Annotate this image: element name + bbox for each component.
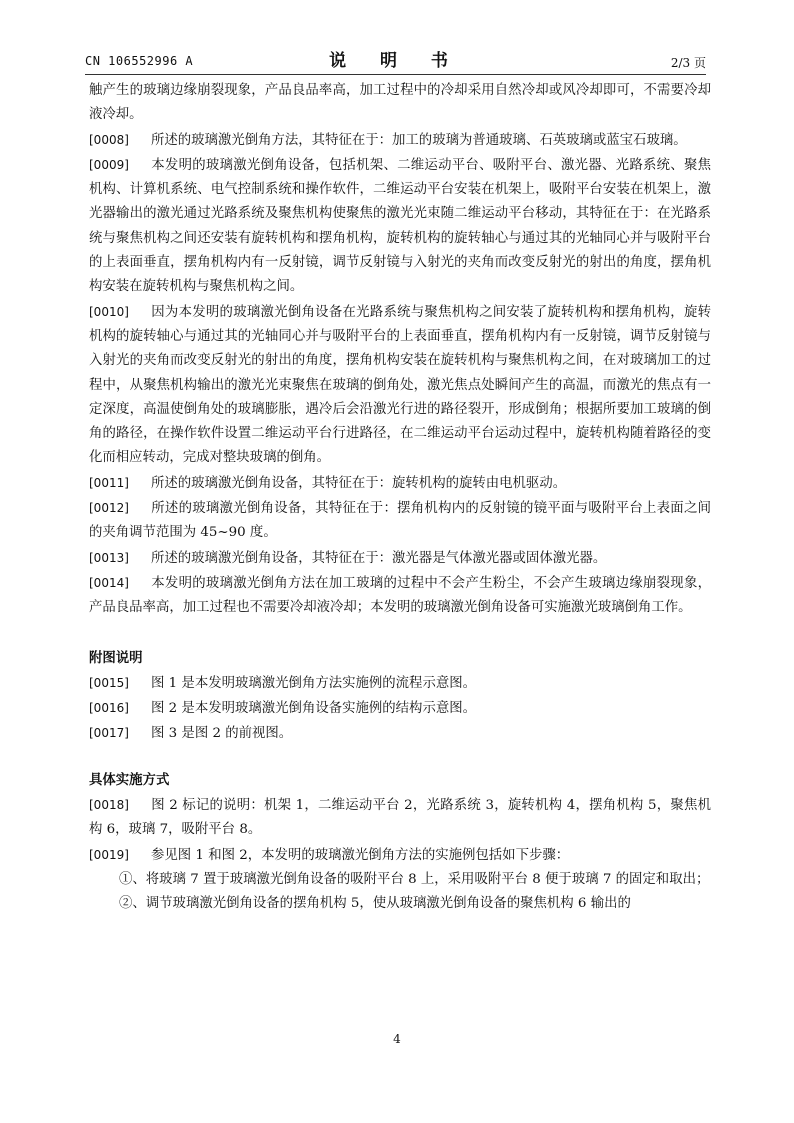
paragraph-number: [0008] bbox=[89, 132, 129, 147]
paragraph-number: [0017] bbox=[89, 726, 129, 741]
paragraph-number: [0018] bbox=[89, 798, 129, 813]
paragraph-0012 bbox=[89, 496, 711, 546]
paragraph-0009 bbox=[89, 153, 711, 300]
paragraph-0016 bbox=[89, 696, 711, 721]
paragraph-0011 bbox=[89, 471, 711, 496]
section-heading-figures: 附图说明 bbox=[89, 650, 143, 666]
paragraph-text: 本发明的玻璃激光倒角设备，包括机架、二维运动平台、吸附平台、激光器、光路系统、聚焦机构、计算机系统、电气控制系统和操作软件，二维运动平台安装在机架上，吸附平台安装在机架上，激光器输出的激光通过光路系统及聚焦机构使聚焦的激光光束随二维运动平台移动，其特征在于：在光路系统与聚焦机构之间还安装有旋转机构和摆角机构，旋转机构的旋转轴心与通过其的光轴同心并与吸附平台的上表面垂直，摆角机构内有一反射镜，调节反射镜与入射光的夹角而改变反射光的射出的角度，摆角机构安装在旋转机构与聚焦机构之间。 bbox=[89, 157, 711, 295]
paragraph-number: [0016] bbox=[89, 701, 129, 716]
paragraph-0018 bbox=[89, 793, 711, 843]
page-number: 4 bbox=[393, 1032, 401, 1046]
paragraph-text: 触产生的玻璃边缘崩裂现象，产品良品率高，加工过程中的冷却采用自然冷却或风冷却即可，不需要冷却液冷却。 bbox=[89, 83, 711, 123]
section-heading-embodiment: 具体实施方式 bbox=[89, 772, 170, 788]
paragraph-text: 图 1 是本发明玻璃激光倒角方法实施例的流程示意图。 bbox=[151, 675, 477, 691]
paragraph-text: 所述的玻璃激光倒角设备，其特征在于：激光器是气体激光器或固体激光器。 bbox=[151, 550, 607, 566]
paragraph-number: [0014] bbox=[89, 575, 129, 590]
paragraph-number: [0009] bbox=[89, 157, 129, 172]
paragraph-0015 bbox=[89, 671, 711, 696]
paragraph-number: [0015] bbox=[89, 675, 129, 690]
paragraph-text: 本发明的玻璃激光倒角方法在加工玻璃的过程中不会产生粉尘，不会产生玻璃边缘崩裂现象，产品良品率高，加工过程也不需要冷却液冷却；本发明的玻璃激光倒角设备可实施激光玻璃倒角工作。 bbox=[89, 575, 711, 616]
document-body bbox=[89, 79, 711, 917]
step-2: ②、调节玻璃激光倒角设备的摆角机构 5，使从玻璃激光倒角设备的聚焦机构 6 输出的 bbox=[119, 896, 631, 912]
paragraph-number: [0010] bbox=[89, 304, 129, 319]
paragraph-continued bbox=[89, 79, 711, 128]
page-header bbox=[85, 46, 706, 75]
page-of-indicator: 2/3 页 bbox=[670, 56, 706, 70]
paragraph-number: [0019] bbox=[89, 847, 129, 862]
paragraph-0010 bbox=[89, 300, 711, 471]
paragraph-0008 bbox=[89, 128, 711, 153]
paragraph-text: 图 2 标记的说明：机架 1，二维运动平台 2，光路系统 3，旋转机构 4，摆角机构 5，聚焦机构 6，玻璃 7，吸附平台 8。 bbox=[89, 798, 711, 838]
paragraph-text: 所述的玻璃激光倒角设备，其特征在于：摆角机构内的反射镜的镜平面与吸附平台上表面之间的夹角调节范围为 45~90 度。 bbox=[89, 501, 711, 541]
paragraph-text: 因为本发明的玻璃激光倒角设备在光路系统与聚焦机构之间安装了旋转机构和摆角机构，旋转机构的旋转轴心与通过其的光轴同心并与吸附平台的上表面垂直，摆角机构内有一反射镜，调节反射镜与入射光的夹角而改变反射光的射出的角度，摆角机构安装在旋转机构与聚焦机构之间，在对玻璃加工的过程中，从聚焦机构输出的激光光束聚焦在玻璃的倒角处，激光焦点处瞬间产生的高温，而激光的焦点有一定深度，高温使倒角处的玻璃膨胀，遇冷后会沿激光行进的路径裂开，形成倒角；根据所要加工玻璃的倒角的路径，在操作软件设置二维运动平台行进路径，在二维运动平台运动过程中，旋转机构随着路径的变化而相应转动，完成对整块玻璃的倒角。 bbox=[89, 304, 711, 466]
paragraph-text: 参见图 1 和图 2，本发明的玻璃激光倒角方法的实施例包括如下步骤： bbox=[151, 847, 570, 863]
paragraph-number: [0012] bbox=[89, 501, 129, 516]
paragraph-0017 bbox=[89, 721, 711, 746]
paragraph-0013 bbox=[89, 546, 711, 571]
paragraph-text: 图 2 是本发明玻璃激光倒角设备实施例的结构示意图。 bbox=[151, 701, 477, 717]
paragraph-text: 图 3 是图 2 的前视图。 bbox=[151, 726, 293, 742]
paragraph-text: 所述的玻璃激光倒角方法，其特征在于：加工的玻璃为普通玻璃、石英玻璃或蓝宝石玻璃。 bbox=[151, 132, 687, 148]
paragraph-number: [0011] bbox=[89, 475, 129, 490]
step-1: ①、将玻璃 7 置于玻璃激光倒角设备的吸附平台 8 上，采用吸附平台 8 便于玻璃 7 的固定和取出； bbox=[119, 871, 710, 887]
paragraph-text: 所述的玻璃激光倒角设备，其特征在于：旋转机构的旋转由电机驱动。 bbox=[151, 475, 567, 491]
paragraph-0019 bbox=[89, 843, 711, 868]
paragraph-number: [0013] bbox=[89, 550, 129, 565]
paragraph-0014 bbox=[89, 571, 711, 621]
page-title: 说 明 书 bbox=[329, 51, 462, 71]
patent-number: CN 106552996 A bbox=[85, 54, 194, 68]
